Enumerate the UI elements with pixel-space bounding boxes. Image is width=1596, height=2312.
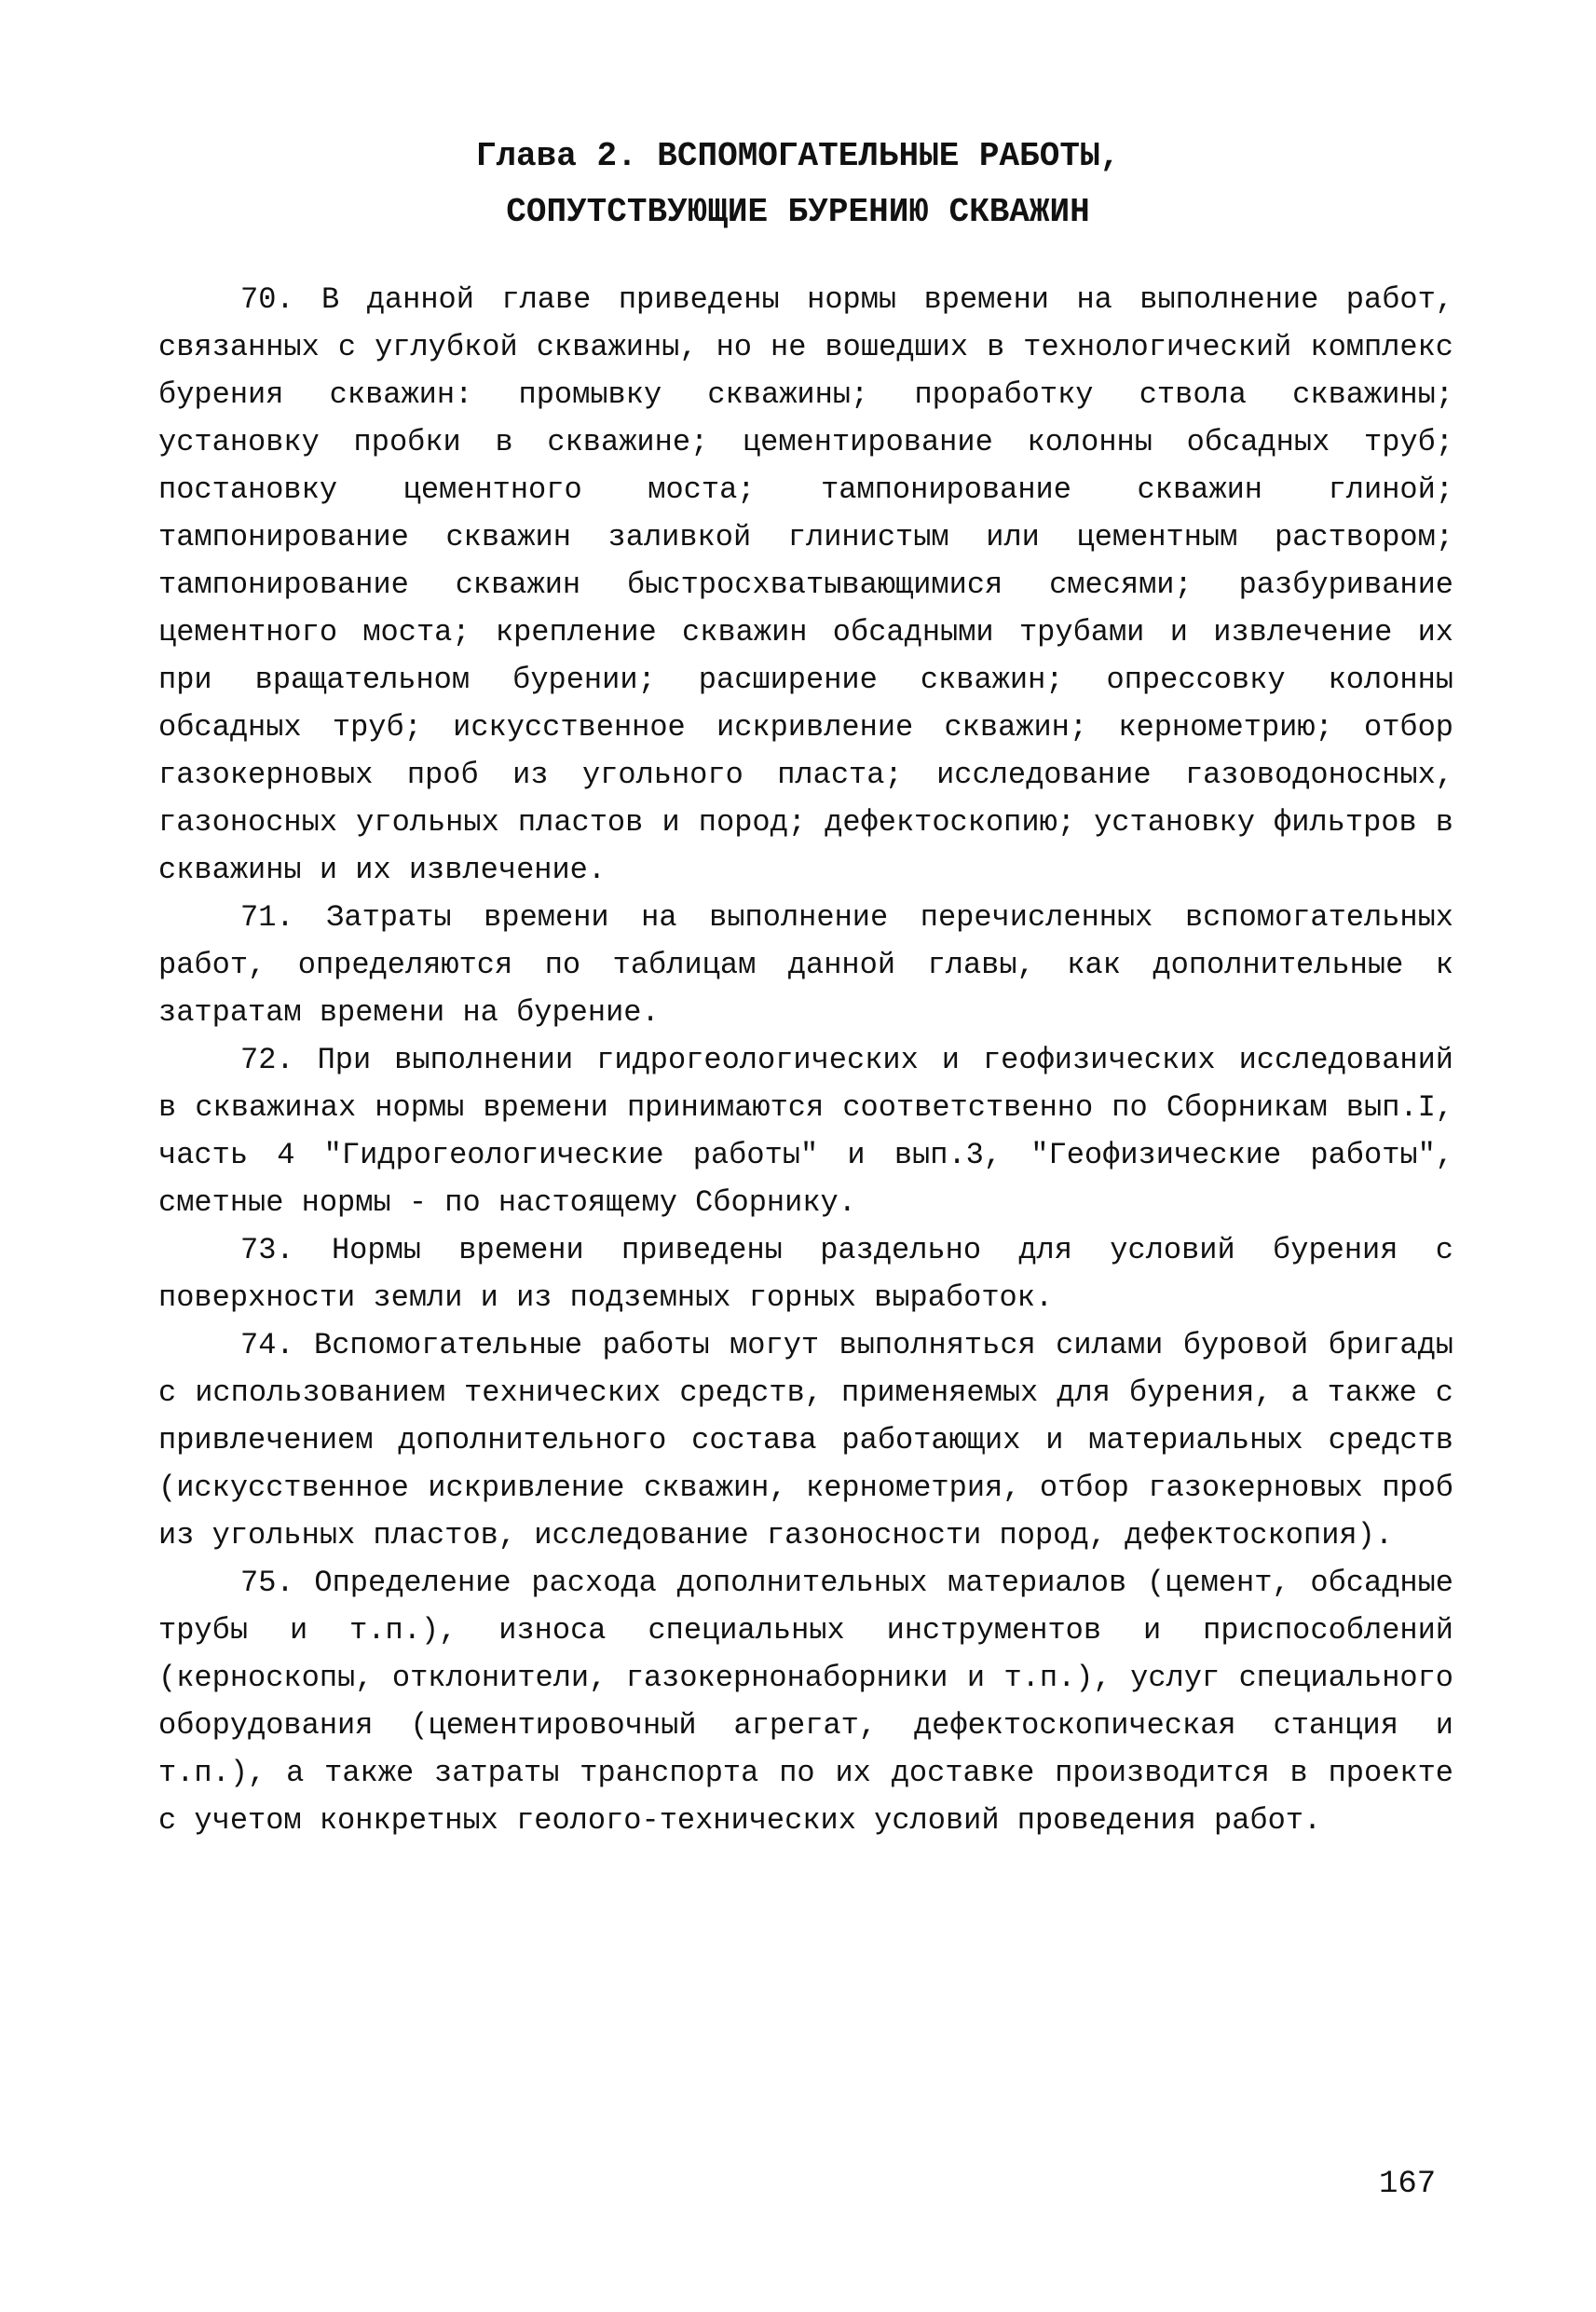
paragraph-75: 75. Определение расхода дополнительных материалов (цемент, обсадные трубы и т.п.), износа специальных инструментов и приспособлений (керноскопы, отклонители, газокернонаборники и т.п.), услуг специального оборудования (цементировочный агрегат, дефектоскопическая станция и т.п.), а также затраты транспорта по их доставке производится в проекте с учетом конкретных геолого-технических условий проведения работ. <box>158 1566 1453 1838</box>
chapter-heading <box>0 129 1596 240</box>
paragraph-72: 72. При выполнении гидрогеологических и геофизических исследований в скважинах нормы времени принимаются соответственно по Сборникам вып.I, часть 4 "Гидрогеологические работы" и вып.3, "Геофизические работы", сметные нормы - по настоящему Сборнику. <box>158 1043 1453 1220</box>
paragraph-71: 71. Затраты времени на выполнение перечисленных вспомогательных работ, определяются по таблицам данной главы, как дополнительные к затратам времени на бурение. <box>158 900 1453 1030</box>
page-number: 167 <box>1379 2167 1437 2202</box>
chapter-heading-line-1: Глава 2. ВСПОМОГАТЕЛЬНЫЕ РАБОТЫ, <box>475 137 1121 175</box>
paragraph-74: 74. Вспомогательные работы могут выполняться силами буровой бригады с использованием технических средств, применяемых для бурения, а также с привлечением дополнительного состава работающих и материальных средств (искусственное искривление скважин, кернометрия, отбор газокерновых проб из угольных пластов, исследование газоносности пород, дефектоскопия). <box>158 1328 1453 1553</box>
paragraph-70: 70. В данной главе приведены нормы времени на выполнение работ, связанных с углубкой скважины, но не вошедших в технологический комплекс бурения скважин: промывку скважины; проработку ствола скважины; установку пробки в скважине; цементирование колонны обсадных труб; постановку цементного моста; тампонирование скважин глиной; тампонирование скважин заливкой глинистым или цементным раствором; тампонирование скважин быстросхватывающимися смесями; разбуривание цементного моста; крепление скважин обсадными трубами и извлечение их при вращательном бурении; расширение скважин; опрессовку колонны обсадных труб; искусственное искривление скважин; кернометрию; отбор газокерновых проб из угольного пласта; исследование газоводоносных, газоносных угольных пластов и пород; дефектоскопию; установку фильтров в скважины и их извлечение. <box>158 282 1453 887</box>
chapter-heading-line-2: СОПУТСТВУЮЩИЕ БУРЕНИЮ СКВАЖИН <box>506 193 1090 231</box>
paragraph-73: 73. Нормы времени приведены раздельно для условий бурения с поверхности земли и из подземных горных выработок. <box>158 1233 1453 1315</box>
body-text <box>158 276 1453 1844</box>
